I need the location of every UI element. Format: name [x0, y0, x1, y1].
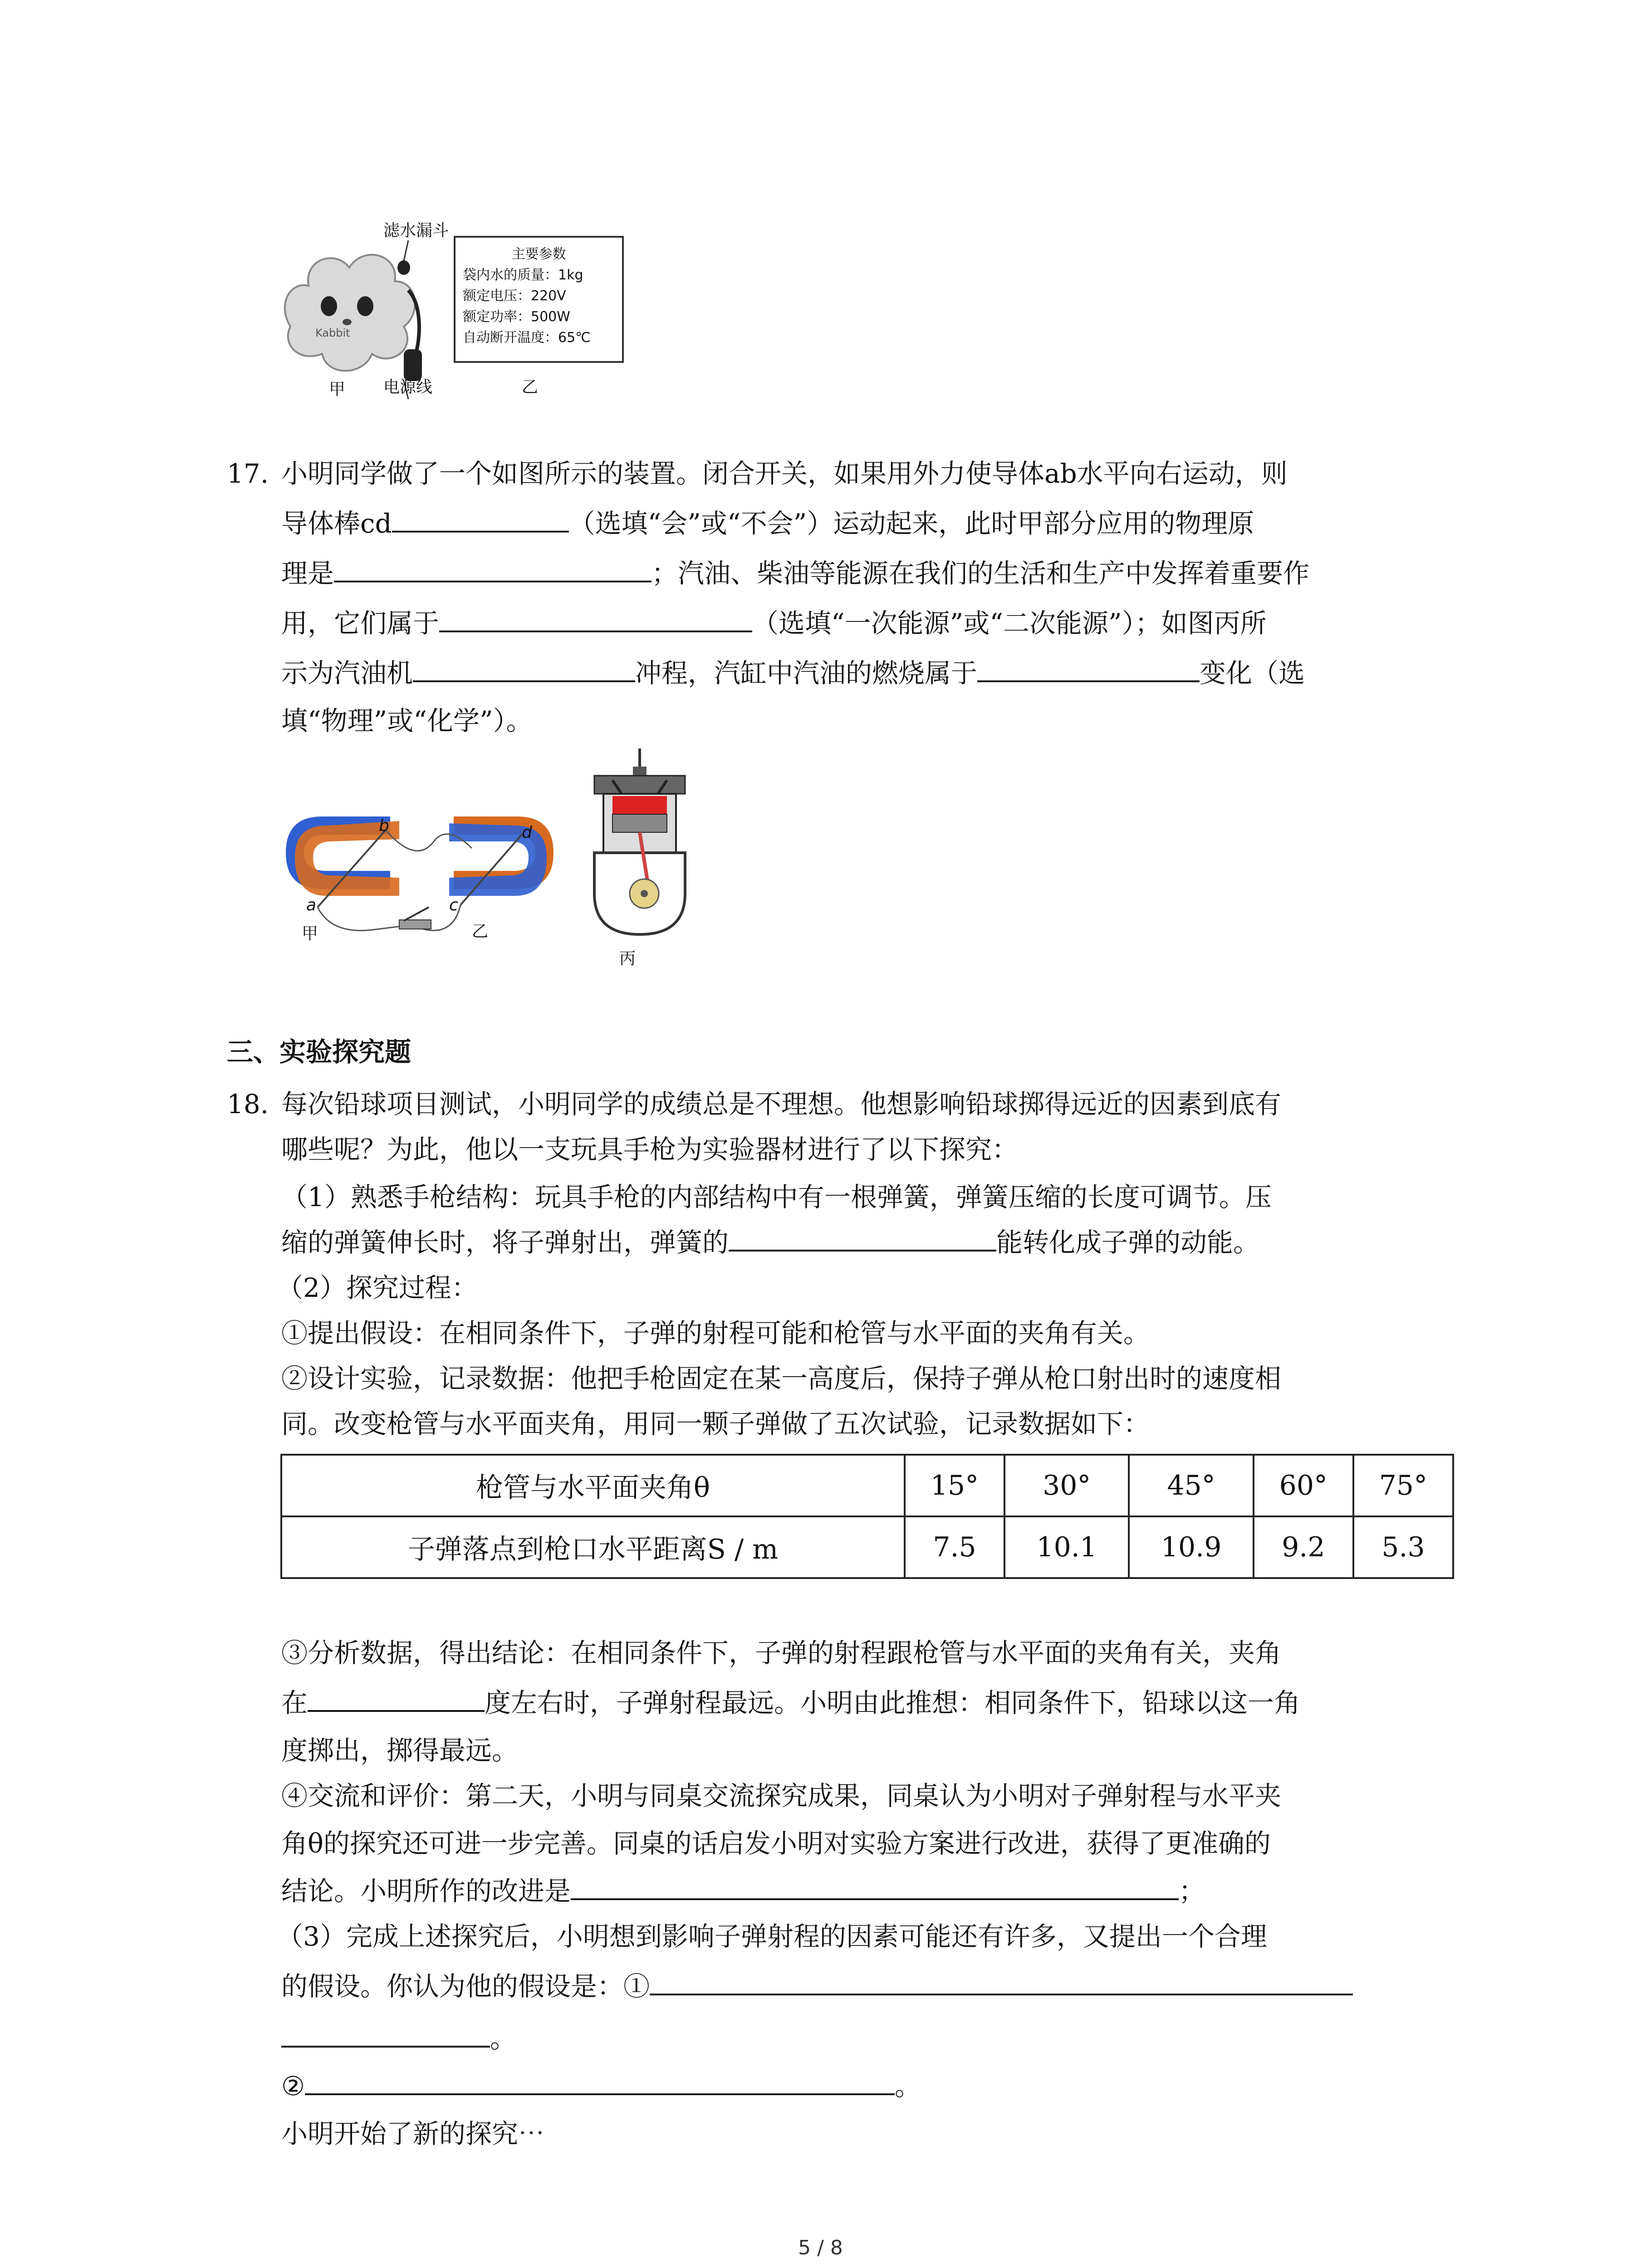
q18-line-3: （1）熟悉手枪结构：玩具手枪的内部结构中有一根弹簧，弹簧压缩的长度可调节。压 — [281, 1182, 1272, 1212]
parameter-box — [454, 236, 624, 363]
figure-16-jia-label: 甲 — [329, 380, 346, 399]
label-b: b — [379, 816, 389, 835]
q18-line-13: 角θ的探究还可进一步完善。同桌的话启发小明对实验方案进行改进，获得了更准确的 — [281, 1828, 1271, 1859]
q18-line-1: 每次铅球项目测试，小明同学的成绩总是不理想。他想影响铅球掷得远近的因素到底有 — [281, 1089, 1282, 1119]
label-c: c — [449, 896, 458, 914]
table-cell: 5.3 — [1353, 1516, 1453, 1578]
magnet-circuit-illustration — [281, 798, 572, 943]
q18-line-9: ③分析数据，得出结论：在相同条件下，子弹的射程跟枪管与水平面的夹角有关，夹角 — [281, 1637, 1282, 1668]
q18-blank-1[interactable] — [729, 1223, 996, 1251]
q18-line-18-a: ② — [281, 2071, 305, 2102]
table-cell: 30° — [1004, 1455, 1129, 1516]
table-cell: 10.1 — [1004, 1516, 1129, 1578]
figure-17-yi-label: 乙 — [472, 922, 489, 941]
q17-line-2-a: 导体棒cd — [281, 508, 392, 539]
q18-line-19: 小明开始了新的探究⋯ — [281, 2118, 545, 2149]
q17-blank-2[interactable] — [334, 554, 652, 582]
brand-text: Kabbit — [315, 327, 350, 339]
q17-line-6: 填“物理”或“化学”）。 — [281, 705, 533, 736]
q18-line-17 — [281, 2014, 516, 2063]
q18-line-17-b: 。 — [490, 2023, 517, 2054]
q18-line-7: ②设计实验，记录数据：他把手枪固定在某一高度后，保持子弹从枪口射出时的速度相 — [281, 1363, 1282, 1394]
q18-line-5: （2）探究过程： — [277, 1272, 478, 1303]
q17-line-3-b: ；汽油、柴油等能源在我们的生活和生产中发挥着重要作 — [652, 558, 1310, 589]
table-cell: 7.5 — [905, 1516, 1004, 1578]
table-cell: 15° — [905, 1455, 1004, 1516]
cord-label: 电源线 — [383, 378, 433, 396]
q17-blank-3[interactable] — [439, 604, 752, 632]
q17-line-5-b: 冲程，汽缸中汽油的燃烧属于 — [635, 658, 978, 689]
q18-blank-3[interactable] — [571, 1872, 1179, 1900]
q17-line-4 — [281, 599, 1267, 648]
q17-line-1: 小明同学做了一个如图所示的装置。闭合开关，如果用外力使导体ab水平向右运动，则 — [281, 458, 1288, 489]
q17-line-4-b: （选填“一次能源”或“二次能源”）；如图丙所 — [752, 608, 1267, 639]
figure-17-bing-label: 丙 — [619, 949, 636, 968]
label-a: a — [306, 896, 317, 914]
q18-blank-5[interactable] — [305, 2067, 895, 2095]
page-number: 5 / 8 — [798, 2236, 843, 2259]
q18-blank-4[interactable] — [650, 1967, 1353, 1995]
q17-line-5-c: 变化（选 — [1200, 658, 1305, 689]
table-header-angle: 枪管与水平面夹角θ — [281, 1455, 905, 1516]
q17-line-5 — [281, 649, 1305, 698]
q17-line-2 — [281, 499, 1254, 548]
figure-16-yi-label: 乙 — [522, 378, 539, 396]
q18-line-18-b: 。 — [895, 2071, 921, 2102]
table-cell: 9.2 — [1254, 1516, 1353, 1578]
parameter-line: 袋内水的质量：1kg — [463, 267, 583, 283]
q18-line-8: 同。改变枪管与水平面夹角，用同一颗子弹做了五次试验，记录数据如下： — [281, 1408, 1150, 1439]
label-d: d — [522, 823, 532, 842]
q18-line-4 — [281, 1218, 1259, 1267]
parameter-title: 主要参数 — [511, 246, 566, 262]
q18-line-10-b: 度左右时，子弹射程最远。小明由此推想：相同条件下，铅球以这一角 — [485, 1687, 1301, 1718]
q18-number: 18. — [227, 1089, 269, 1119]
q17-number: 17. — [227, 458, 269, 489]
funnel-label: 滤水漏斗 — [383, 221, 449, 240]
q18-blank-4-continued[interactable] — [281, 2019, 490, 2048]
q17-blank-1[interactable] — [392, 504, 569, 533]
q18-line-10 — [281, 1678, 1300, 1727]
table-cell: 45° — [1129, 1455, 1253, 1516]
table-row — [281, 1516, 1453, 1578]
q18-blank-2[interactable] — [308, 1684, 485, 1712]
q18-line-14-a: 结论。小明所作的改进是 — [281, 1876, 571, 1906]
q18-line-11: 度掷出，掷得最远。 — [281, 1735, 519, 1766]
q18-line-10-a: 在 — [281, 1687, 308, 1718]
q18-line-15: （3）完成上述探究后，小明想到影响子弹射程的因素可能还有许多，又提出一个合理 — [277, 1921, 1267, 1952]
table-cell: 60° — [1254, 1455, 1353, 1516]
table-cell: 75° — [1353, 1455, 1453, 1516]
q18-line-14-b: ； — [1179, 1876, 1205, 1906]
q17-line-3 — [281, 549, 1309, 598]
q17-line-5-a: 示为汽油机 — [281, 658, 413, 689]
table-row — [281, 1455, 1453, 1516]
parameter-line: 额定功率：500W — [463, 309, 570, 325]
q17-line-3-a: 理是 — [281, 558, 334, 589]
figure-17-jia-label: 甲 — [302, 924, 318, 943]
figure-17-engine — [576, 744, 703, 971]
q17-line-2-b: （选填“会”或“不会”）运动起来，此时甲部分应用的物理原 — [568, 508, 1254, 539]
q17-blank-5[interactable] — [977, 654, 1200, 682]
q18-line-6: ①提出假设：在相同条件下，子弹的射程可能和枪管与水平面的夹角有关。 — [281, 1318, 1150, 1349]
q18-line-2: 哪些呢？为此，他以一支玩具手枪为实验器材进行了以下探究： — [281, 1134, 1019, 1165]
q18-line-16 — [281, 1962, 1353, 2011]
table-header-distance: 子弹落点到枪口水平距离S / m — [281, 1516, 905, 1578]
parameter-line: 自动断开温度：65℃ — [463, 330, 591, 346]
table-cell: 10.9 — [1129, 1516, 1253, 1578]
figure-17-magnets — [281, 798, 572, 943]
data-table — [280, 1454, 1454, 1579]
q18-line-4-a: 缩的弹簧伸长时，将子弹射出，弹簧的 — [281, 1227, 729, 1258]
section-3-title: 三、实验探究题 — [227, 1036, 411, 1067]
q18-line-14 — [281, 1867, 1205, 1916]
q18-line-4-b: 能转化成子弹的动能。 — [996, 1227, 1260, 1258]
gasoline-engine-illustration — [576, 744, 703, 943]
q17-blank-4[interactable] — [413, 654, 635, 682]
q18-line-18 — [281, 2062, 921, 2111]
parameter-line: 额定电压：220V — [463, 288, 566, 304]
q18-line-12: ④交流和评价：第二天，小明与同桌交流探究成果，同桌认为小明对子弹射程与水平夹 — [281, 1780, 1282, 1811]
q18-line-16-a: 的假设。你认为他的假设是：① — [281, 1971, 650, 2002]
q17-line-4-a: 用，它们属于 — [281, 608, 440, 639]
